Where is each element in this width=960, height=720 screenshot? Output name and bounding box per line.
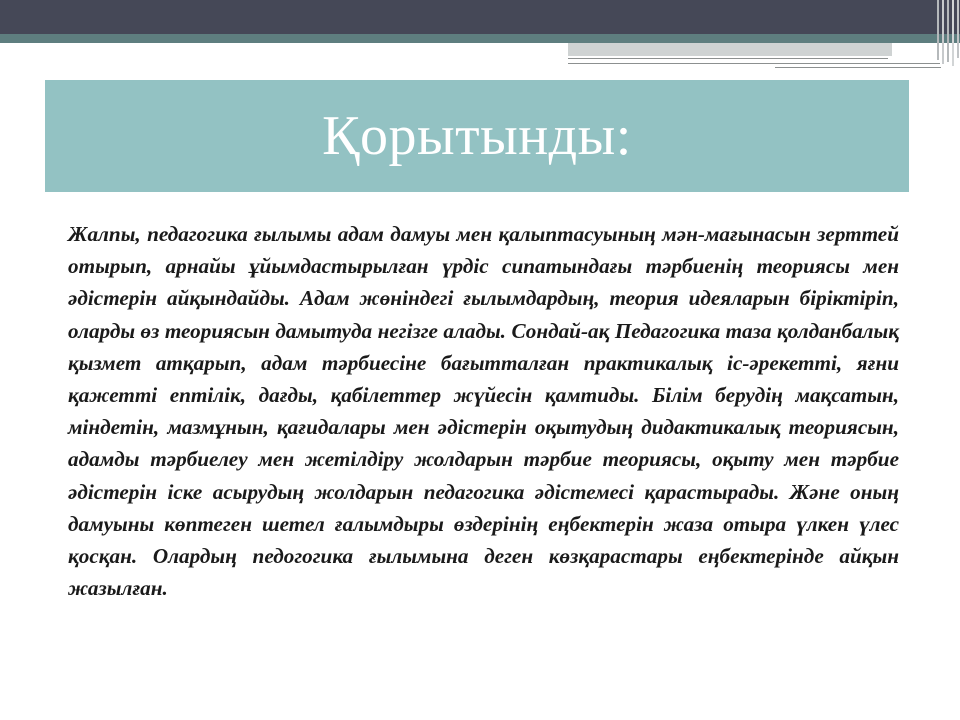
decorative-block [568,43,892,56]
body-paragraph: Жалпы, педагогика ғылымы адам дамуы мен қалыптасуының мән-мағынасын зерттей отырып, арнайы ұйымдастырылған үрдіс сипатындағы тәрбиенің теориясы мен әдістерін айқындайды. Адам жөніндегі ғылымдардың, теория идеяларын біріктіріп, оларды өз теориясын дамытуда негізге алады. Сондай-ақ Педагогика таза қолданбалық қызмет атқарып, адам тәрбиесіне бағытталған практикалық іс-әрекетті, яғни қажетті ептілік, дағды, қабілеттер жүйесін қамтиды. Білім берудің мақсатын, міндетін, мазмұнын, қағидалары мен әдістерін оқытудың дидактикалық теориясын, адамды тәрбиелеу мен жетілдіру жолдарын тәрбие теориясы, оқыту мен тәрбие әдістерін іске асырудың жолдарын педагогика әдістемесі қарастырады. Және оның дамуыны көптеген шетел ғалымдыры өздерінің еңбектерін жаза отыра үлкен үлес қосқан. Олардың педогогика ғылымына деген көзқарастары еңбектерінде айқын жазылған. [68,222,899,601]
slide-title: Қорытынды: [322,105,632,167]
title-band [45,80,909,192]
corner-decoration [932,0,960,66]
top-bar [0,0,960,34]
decorative-rule [775,67,941,68]
decorative-rule [568,58,888,59]
top-accent-stripe [0,34,960,43]
decorative-rule [568,63,940,64]
